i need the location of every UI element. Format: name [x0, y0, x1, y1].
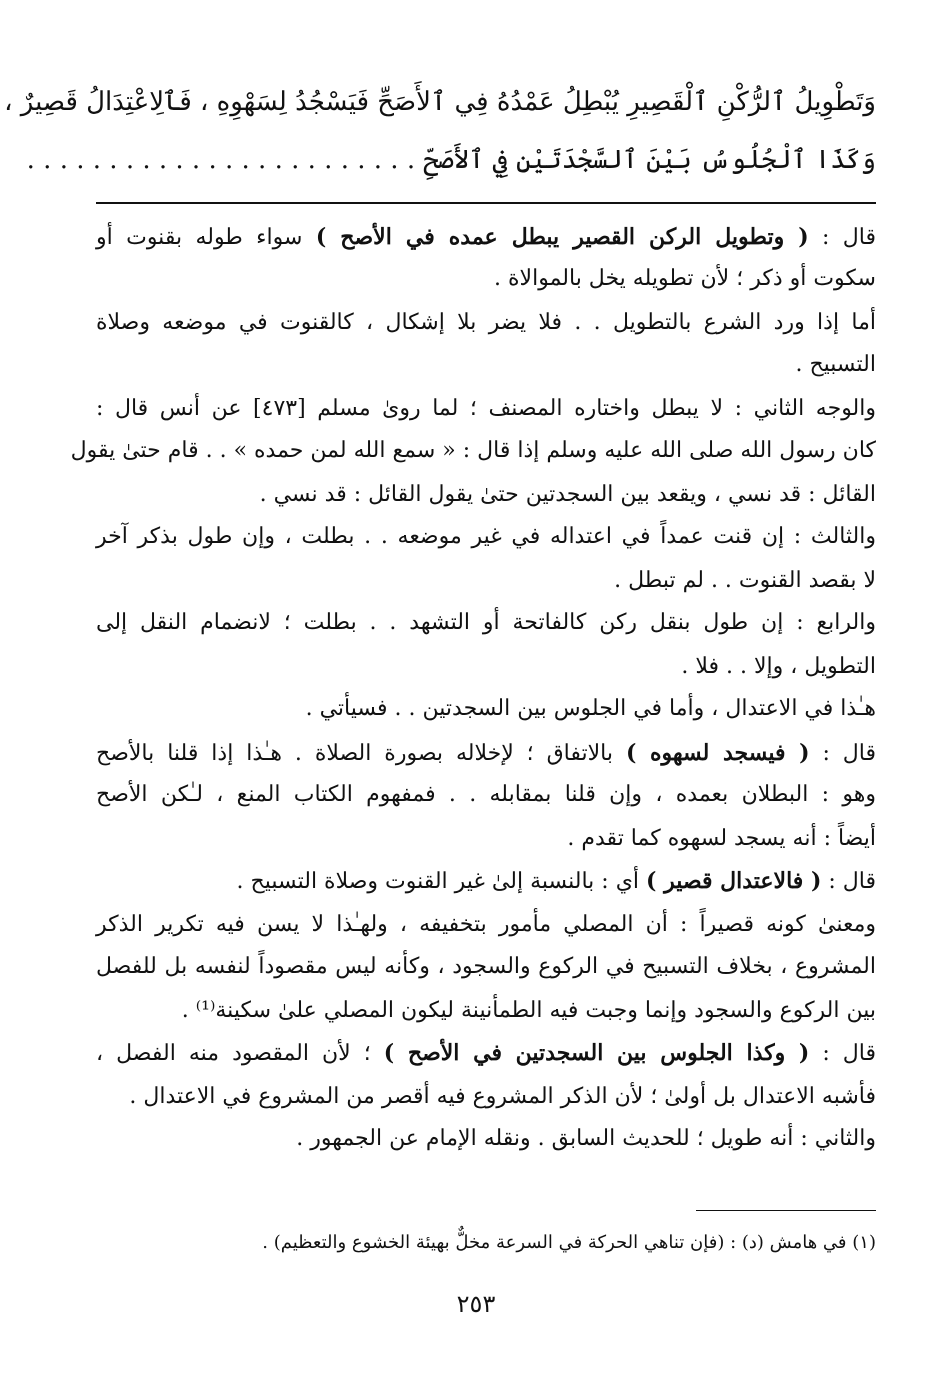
line-text: التطويل ، وإلا . . فلا .: [681, 654, 876, 679]
text-line: [96, 392, 876, 426]
line-text: أيضاً : أنه يسجد لسهوه كما تقدم .: [567, 826, 876, 851]
line-rest: ؛ لأن المقصود منه الفصل ،: [96, 1041, 384, 1066]
matn-line-2: وَكَذَا ٱلْجُلُوسُ بَيْنَ ٱلسَّجْدَتَيْنِ فِي ٱلأَصَحِّ . . . . . . . . . . . . . . . . . . . . . . . .: [26, 145, 876, 175]
text-line: [96, 650, 876, 684]
line-text: والثالث : إن قنت عمداً في اعتداله في غير موضعه . . بطلت ، وإن طول بذكر آخر: [96, 524, 876, 549]
matn-line-1: وَتَطْوِيلُ ٱلرُّكْنِ ٱلْقَصِيرِ يُبْطِلُ عَمْدُهُ فِي ٱلأَصَحِّ فَيَسْجُدُ لِسَهْوِهِ ، فَٱلِاعْتِدَالُ قَصِيرٌ ،: [4, 87, 876, 117]
line-text: هـٰذا في الاعتدال ، وأما في الجلوس بين السجدتين . . فسيأتي .: [305, 696, 876, 721]
header-divider: [96, 202, 876, 204]
quoted-matn: ( وتطويل الركن القصير يبطل عمده في الأصح ): [315, 224, 809, 250]
line-prefix: قال :: [809, 741, 876, 766]
line-text: وهو : البطلان بعمده ، وإن قلنا بمقابله . . فمفهوم الكتاب المنع ، لـٰكن الأصح: [96, 782, 876, 807]
line-text: أما إذا ورد الشرع بالتطويل . . فلا يضر بلا إشكال ، كالقنوت في موضعه وصلاة: [96, 310, 876, 335]
line-text: ومعنىٰ كونه قصيراً : أن المصلي مأمور بتخفيفه ، ولهـٰذا لا يسن فيه تكرير الذكر: [96, 912, 876, 937]
page-number: ٢٥٣: [456, 1290, 496, 1318]
line-text: والرابع : إن طول بنقل ركن كالفاتحة أو التشهد . . بطلت ؛ لانضمام النقل إلى: [96, 610, 876, 635]
line-text: القائل : قد نسي ، ويقعد بين السجدتين حتىٰ يقول القائل : قد نسي .: [259, 482, 876, 507]
text-line: [96, 606, 876, 640]
text-line: [96, 950, 876, 984]
text-line: [96, 478, 876, 512]
text-line: [96, 822, 876, 856]
line-rest: بالاتفاق ؛ لإخلاله بصورة الصلاة . هـٰذا إذا قلنا بالأصح: [96, 741, 626, 766]
line-text: بين الركوع والسجود وإنما وجبت فيه الطمأنينة ليكون المصلي علىٰ سكينة⁽¹⁾ .: [181, 998, 876, 1023]
text-line: [96, 908, 876, 942]
text-line: [96, 348, 876, 382]
text-line: [96, 1122, 876, 1156]
text-line: [96, 520, 876, 554]
text-line: [96, 306, 876, 340]
line-prefix: قال :: [821, 869, 876, 894]
text-line: [96, 736, 876, 770]
quoted-matn: ( فيسجد لسهوه ): [625, 740, 810, 766]
line-rest: سواء طوله بقنوت أو: [96, 225, 316, 250]
text-line: [70, 434, 876, 468]
line-prefix: قال :: [809, 1041, 876, 1066]
text-line: [96, 1080, 876, 1114]
line-text: كان رسول الله صلى الله عليه وسلم إذا قال : « سمع الله لمن حمده » . . قام حتىٰ يقول: [70, 438, 876, 463]
text-line: [96, 220, 876, 254]
footnote-divider: [696, 1210, 876, 1211]
text-line: [96, 262, 876, 296]
line-rest: أي : بالنسبة إلىٰ غير القنوت وصلاة التسبيح .: [236, 869, 647, 894]
quoted-matn: ( فالاعتدال قصير ): [646, 868, 822, 894]
line-text: والثاني : أنه طويل ؛ للحديث السابق . ونقله الإمام عن الجمهور .: [296, 1126, 876, 1151]
text-line: [96, 564, 876, 598]
line-text: التسبيح .: [795, 352, 876, 377]
line-text: سكوت أو ذكر ؛ لأن تطويله يخل بالموالاة .: [494, 266, 876, 291]
line-text: والوجه الثاني : لا يبطل واختاره المصنف ؛ لما روىٰ مسلم [٤٧٣] عن أنس قال :: [96, 396, 876, 421]
text-line: [96, 864, 876, 898]
line-text: فأشبه الاعتدال بل أولىٰ ؛ لأن الذكر المشروع فيه أقصر من المشروع في الاعتدال .: [129, 1084, 876, 1109]
footnote: (١) في هامش (د) : (فإن تناهي الحركة في السرعة مخلٌّ بهيئة الخشوع والتعظيم) .: [262, 1232, 876, 1253]
text-line: [96, 692, 876, 726]
quoted-matn: ( وكذا الجلوس بين السجدتين في الأصح ): [383, 1040, 810, 1066]
text-line: [96, 778, 876, 812]
line-text: لا بقصد القنوت . . لم تبطل .: [614, 568, 876, 593]
text-line: [96, 1036, 876, 1070]
line-prefix: قال :: [808, 225, 876, 250]
line-text: المشروع ، بخلاف التسبيح في الركوع والسجود ، وكأنه ليس مقصوداً لنفسه بل للفصل: [96, 954, 876, 979]
text-line: [96, 994, 876, 1028]
